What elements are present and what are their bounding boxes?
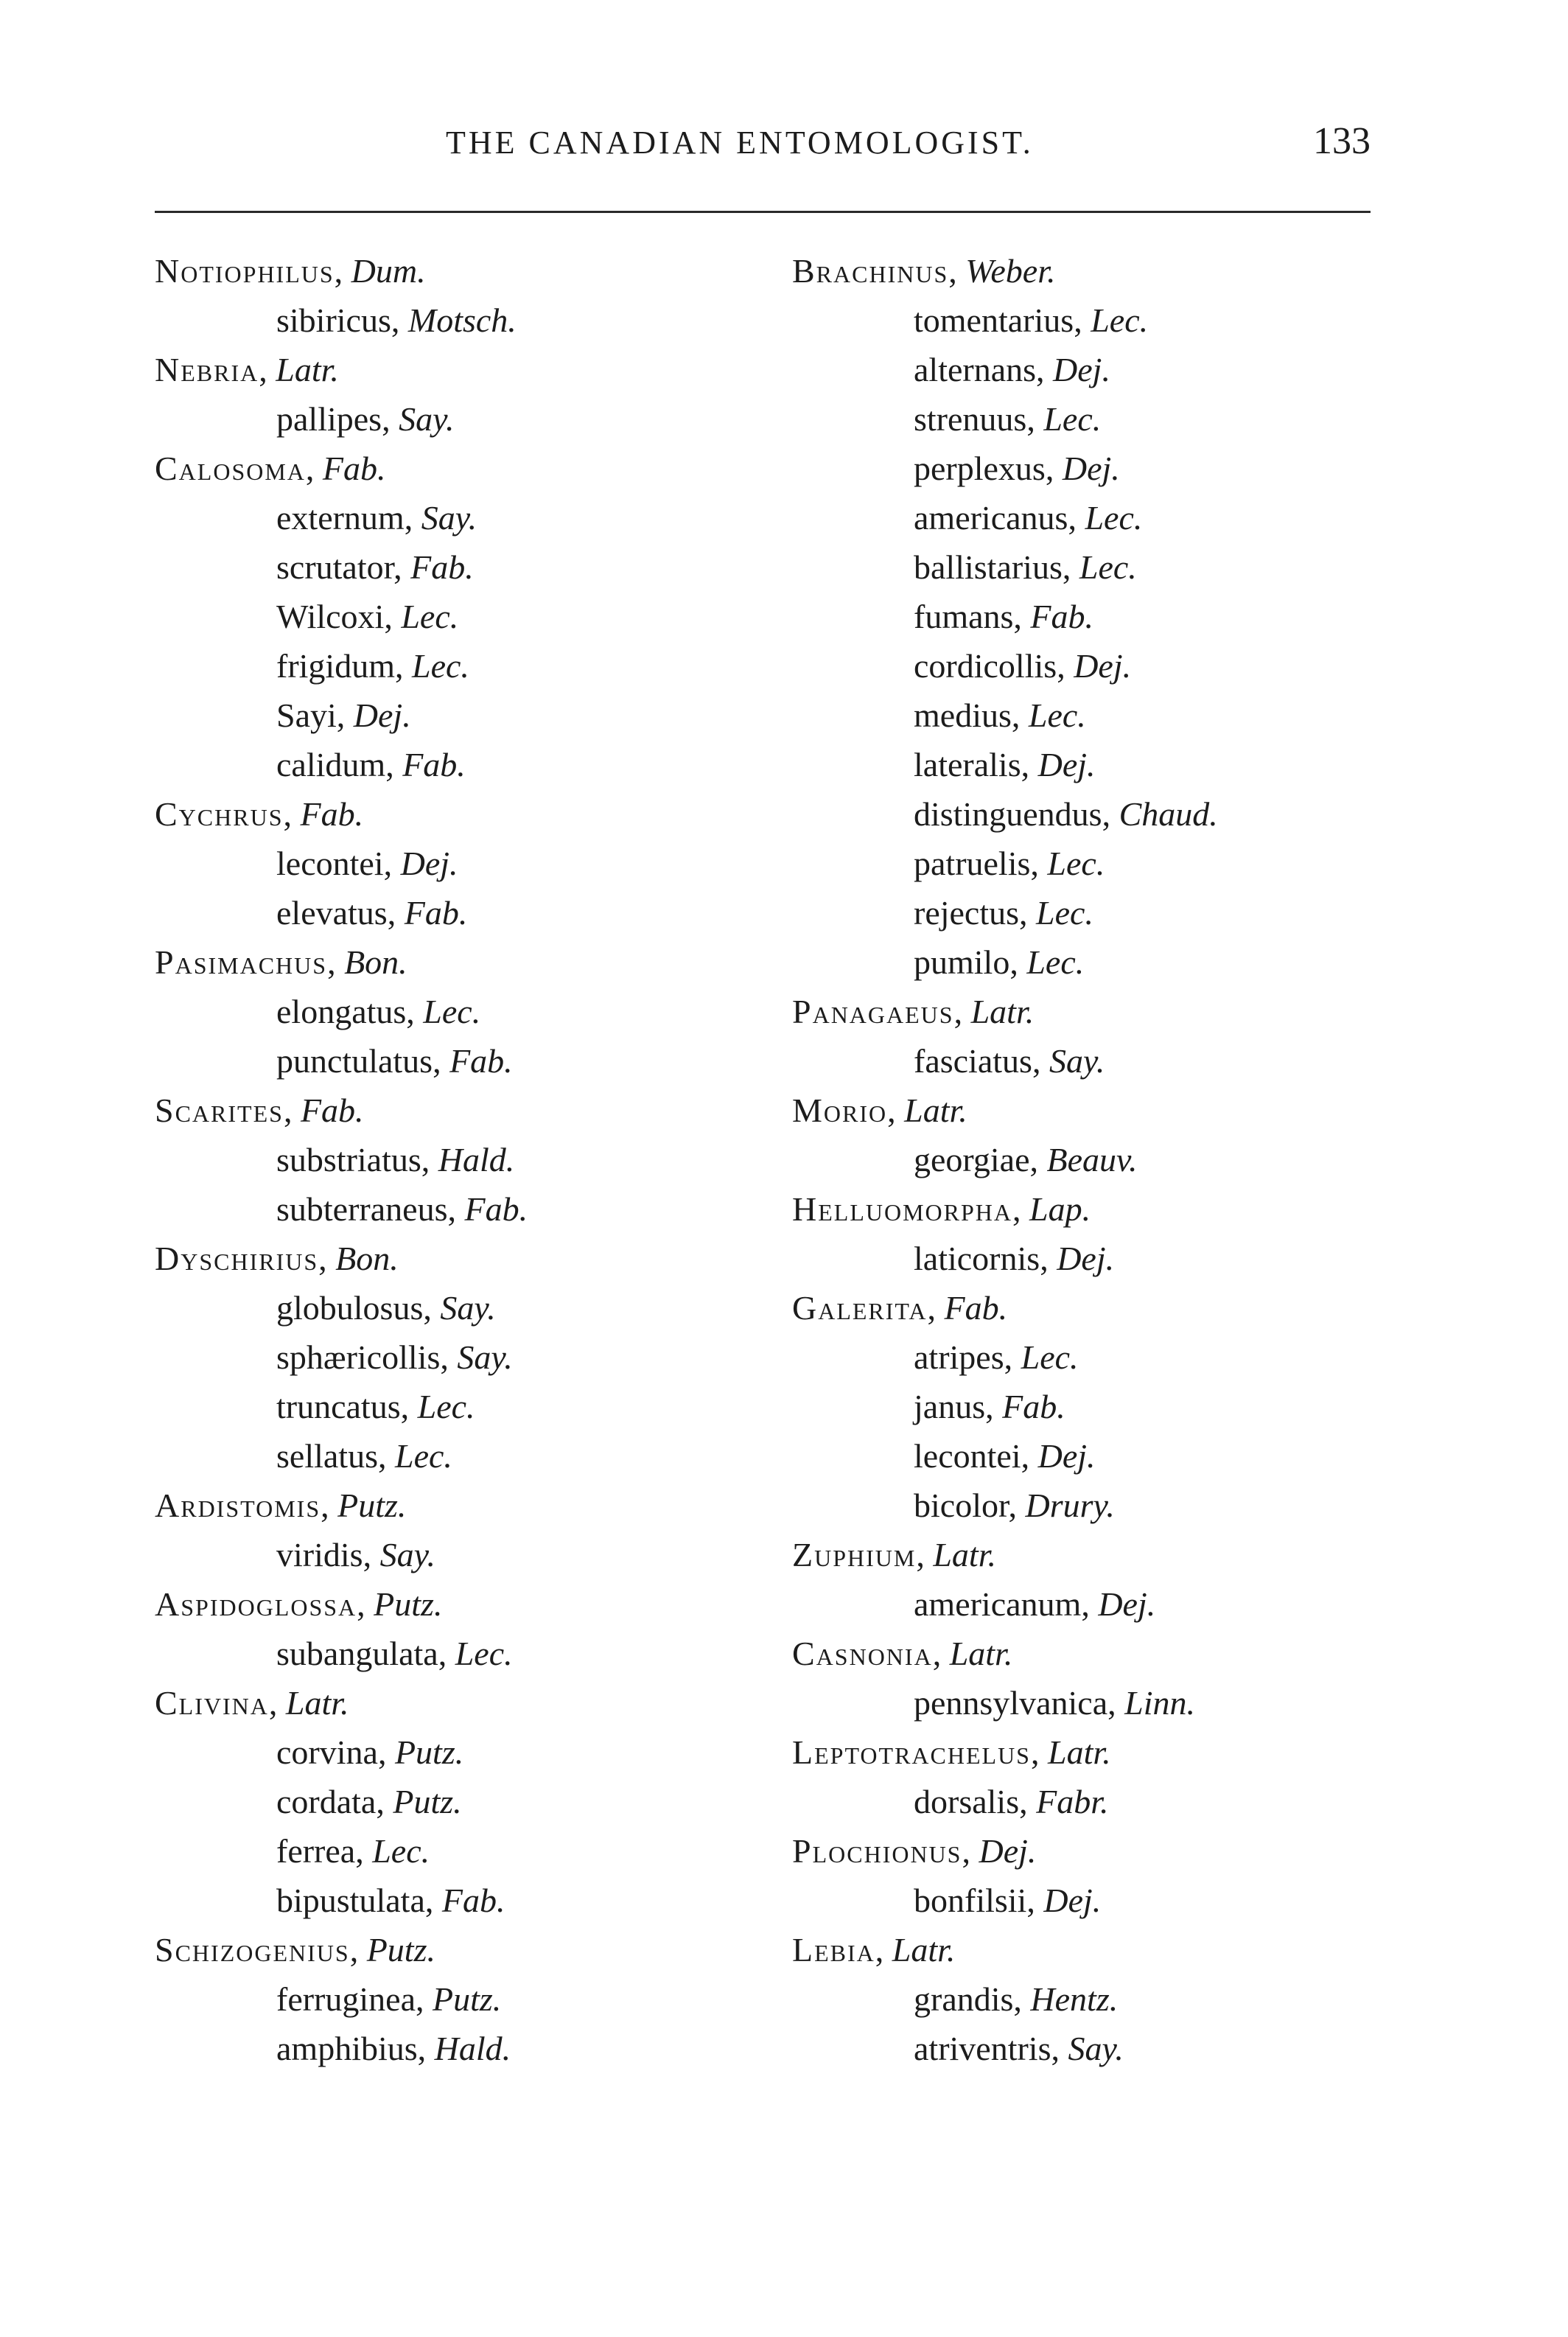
species-entry: atripes, Lec. <box>914 1338 1079 1376</box>
author-abbreviation: Putz. <box>366 1931 435 1969</box>
species-name: scrutator <box>276 548 394 586</box>
species-name: dorsalis <box>914 1783 1020 1820</box>
species-entry: frigidum, Lec. <box>276 647 469 685</box>
species-name: ferruginea <box>276 1980 416 2018</box>
species-entry: elongatus, Lec. <box>276 993 481 1030</box>
species-entry: scrutator, Fab. <box>276 548 474 586</box>
author-abbreviation: Lec. <box>1091 301 1149 339</box>
author-abbreviation: Linn. <box>1124 1684 1196 1722</box>
species-name: laticornis <box>914 1240 1040 1277</box>
genus-name: Lebia <box>792 1931 875 1969</box>
species-name: subangulata <box>276 1635 438 1672</box>
species-entry: americanus, Lec. <box>914 499 1143 537</box>
author-abbreviation: Lec. <box>1036 894 1093 932</box>
author-abbreviation: Latr. <box>1047 1733 1111 1771</box>
species-entry: georgiae, Beauv. <box>914 1141 1138 1178</box>
species-name: cordicollis <box>914 647 1057 685</box>
genus-name: Cychrus <box>155 795 284 833</box>
author-abbreviation: Putz. <box>337 1487 407 1524</box>
species-entry: lateralis, Dej. <box>914 746 1096 783</box>
genus-entry: Pasimachus, Bon. <box>155 943 407 981</box>
genus-name: Notiophilus <box>155 252 335 290</box>
species-entry: medius, Lec. <box>914 696 1086 734</box>
author-abbreviation: Hentz. <box>1030 1980 1119 2018</box>
species-name: sphæricollis <box>276 1338 441 1376</box>
author-abbreviation: Fabr. <box>1036 1783 1109 1820</box>
species-name: patruelis <box>914 845 1031 882</box>
genus-name: Panagaeus <box>792 993 954 1030</box>
species-name: ballistarius <box>914 548 1063 586</box>
genus-name: Dyschirius <box>155 1240 319 1277</box>
species-entry: Wilcoxi, Lec. <box>276 598 459 635</box>
header-rule <box>155 211 1371 213</box>
species-entry: bonfilsii, Dej. <box>914 1882 1102 1919</box>
author-abbreviation: Fab. <box>449 1042 513 1080</box>
author-abbreviation: Fab. <box>410 548 474 586</box>
species-entry: fumans, Fab. <box>914 598 1094 635</box>
author-abbreviation: Beauv. <box>1046 1141 1138 1178</box>
author-abbreviation: Lec. <box>1028 696 1086 734</box>
species-name: grandis <box>914 1980 1014 2018</box>
author-abbreviation: Dej. <box>1053 351 1110 388</box>
author-abbreviation: Drury. <box>1025 1487 1115 1524</box>
species-name: elevatus <box>276 894 388 932</box>
author-abbreviation: Chaud. <box>1119 795 1218 833</box>
species-entry: punctulatus, Fab. <box>276 1042 513 1080</box>
genus-entry: Nebria, Latr. <box>155 351 339 388</box>
genus-entry: Leptotrachelus, Latr. <box>792 1733 1111 1771</box>
genus-entry: Brachinus, Weber. <box>792 252 1056 290</box>
author-abbreviation: Latr. <box>892 1931 956 1969</box>
genus-name: Calosoma <box>155 450 306 487</box>
species-entry: dorsalis, Fabr. <box>914 1783 1109 1820</box>
page-number: 133 <box>1313 120 1371 162</box>
author-abbreviation: Bon. <box>344 943 407 981</box>
species-name: amphibius <box>276 2030 418 2067</box>
author-abbreviation: Fab. <box>944 1289 1008 1327</box>
species-name: distinguendus <box>914 795 1102 833</box>
species-entry: fasciatus, Say. <box>914 1042 1105 1080</box>
running-title: THE CANADIAN ENTOMOLOGIST. <box>446 125 1034 161</box>
genus-name: Nebria <box>155 351 259 388</box>
author-abbreviation: Dej. <box>1062 450 1120 487</box>
author-abbreviation: Lec. <box>1026 943 1085 981</box>
author-abbreviation: Latr. <box>276 351 339 388</box>
author-abbreviation: Latr. <box>970 993 1035 1030</box>
species-entry: subangulata, Lec. <box>276 1635 513 1672</box>
genus-entry: Ardistomis, Putz. <box>155 1487 407 1524</box>
author-abbreviation: Fab. <box>1030 598 1094 635</box>
genus-name: Scarites <box>155 1091 284 1129</box>
species-entry: calidum, Fab. <box>276 746 466 783</box>
genus-entry: Aspidoglossa, Putz. <box>155 1585 443 1623</box>
species-name: calidum <box>276 746 386 783</box>
genus-entry: Helluomorpha, Lap. <box>792 1190 1091 1228</box>
species-entry: tomentarius, Lec. <box>914 301 1149 339</box>
genus-entry: Cychrus, Fab. <box>155 795 364 833</box>
species-entry: atriventris, Say. <box>914 2030 1124 2067</box>
species-entry: ballistarius, Lec. <box>914 548 1137 586</box>
species-entry: cordicollis, Dej. <box>914 647 1132 685</box>
species-name: ferrea <box>276 1832 356 1870</box>
species-entry: pumilo, Lec. <box>914 943 1085 981</box>
genus-entry: Lebia, Latr. <box>792 1931 956 1969</box>
author-abbreviation: Latr. <box>904 1091 967 1129</box>
author-abbreviation: Weber. <box>965 252 1056 290</box>
species-name: pumilo <box>914 943 1010 981</box>
species-name: globulosus <box>276 1289 424 1327</box>
species-entry: elevatus, Fab. <box>276 894 468 932</box>
species-name: strenuus <box>914 400 1027 438</box>
genus-entry: Casnonia, Latr. <box>792 1635 1013 1672</box>
genus-entry: Plochionus, Dej. <box>792 1832 1037 1870</box>
genus-name: Plochionus <box>792 1832 962 1870</box>
species-entry: ferruginea, Putz. <box>276 1980 502 2018</box>
genus-entry: Notiophilus, Dum. <box>155 252 426 290</box>
author-abbreviation: Lec. <box>1021 1338 1079 1376</box>
species-name: subterraneus <box>276 1190 448 1228</box>
genus-entry: Panagaeus, Latr. <box>792 993 1035 1030</box>
species-name: janus <box>914 1388 986 1425</box>
species-entry: subterraneus, Fab. <box>276 1190 528 1228</box>
page-header <box>155 120 1371 175</box>
species-entry: alternans, Dej. <box>914 351 1110 388</box>
author-abbreviation: Lec. <box>423 993 481 1030</box>
author-abbreviation: Bon. <box>335 1240 399 1277</box>
species-name: punctulatus <box>276 1042 433 1080</box>
species-name: rejectus <box>914 894 1020 932</box>
species-name: viridis <box>276 1536 363 1573</box>
species-entry: strenuus, Lec. <box>914 400 1102 438</box>
species-name: elongatus <box>276 993 407 1030</box>
author-abbreviation: Putz. <box>433 1980 502 2018</box>
author-abbreviation: Fab. <box>300 795 364 833</box>
author-abbreviation: Dej. <box>1037 1437 1096 1475</box>
species-entry: globulosus, Say. <box>276 1289 496 1327</box>
species-name: frigidum <box>276 647 395 685</box>
species-entry: truncatus, Lec. <box>276 1388 475 1425</box>
author-abbreviation: Hald. <box>438 1141 515 1178</box>
species-name: Sayi <box>276 696 337 734</box>
genus-name: Schizogenius <box>155 1931 350 1969</box>
author-abbreviation: Putz. <box>374 1585 443 1623</box>
author-abbreviation: Say. <box>421 499 477 537</box>
author-abbreviation: Say. <box>1068 2030 1124 2067</box>
author-abbreviation: Say. <box>1049 1042 1105 1080</box>
author-abbreviation: Fab. <box>464 1190 528 1228</box>
genus-entry: Morio, Latr. <box>792 1091 967 1129</box>
genus-entry: Galerita, Fab. <box>792 1289 1008 1327</box>
genus-name: Ardistomis <box>155 1487 321 1524</box>
genus-name: Casnonia <box>792 1635 933 1672</box>
species-entry: distinguendus, Chaud. <box>914 795 1218 833</box>
author-abbreviation: Dum. <box>351 252 426 290</box>
genus-name: Clivina <box>155 1684 269 1722</box>
genus-entry: Zuphium, Latr. <box>792 1536 997 1573</box>
species-entry: substriatus, Hald. <box>276 1141 515 1178</box>
species-name: alternans <box>914 351 1037 388</box>
author-abbreviation: Dej. <box>1057 1240 1115 1277</box>
species-entry: ferrea, Lec. <box>276 1832 430 1870</box>
species-name: lecontei <box>914 1437 1021 1475</box>
right-column <box>792 246 1367 2073</box>
genus-entry: Dyschirius, Bon. <box>155 1240 399 1277</box>
author-abbreviation: Dej. <box>979 1832 1037 1870</box>
species-entry: corvina, Putz. <box>276 1733 464 1771</box>
author-abbreviation: Putz. <box>394 1733 464 1771</box>
species-name: bipustulata <box>276 1882 425 1919</box>
species-entry: sellatus, Lec. <box>276 1437 452 1475</box>
author-abbreviation: Motsch. <box>407 301 517 339</box>
species-entry: sphæricollis, Say. <box>276 1338 513 1376</box>
author-abbreviation: Say. <box>379 1536 435 1573</box>
species-name: truncatus <box>276 1388 401 1425</box>
author-abbreviation: Dej. <box>353 696 411 734</box>
species-entry: janus, Fab. <box>914 1388 1065 1425</box>
author-abbreviation: Fab. <box>300 1091 364 1129</box>
species-name: sellatus <box>276 1437 378 1475</box>
author-abbreviation: Dej. <box>400 845 458 882</box>
author-abbreviation: Latr. <box>949 1635 1013 1672</box>
species-entry: bicolor, Drury. <box>914 1487 1115 1524</box>
species-name: sibiricus <box>276 301 391 339</box>
author-abbreviation: Say. <box>399 400 455 438</box>
author-abbreviation: Lec. <box>455 1635 513 1672</box>
species-entry: Sayi, Dej. <box>276 696 411 734</box>
author-abbreviation: Fab. <box>404 894 468 932</box>
genus-name: Aspidoglossa <box>155 1585 357 1623</box>
species-entry: patruelis, Lec. <box>914 845 1105 882</box>
genus-entry: Schizogenius, Putz. <box>155 1931 435 1969</box>
author-abbreviation: Fab. <box>402 746 466 783</box>
species-entry: pennsylvanica, Linn. <box>914 1684 1196 1722</box>
species-name: atriventris <box>914 2030 1051 2067</box>
genus-name: Zuphium <box>792 1536 917 1573</box>
species-entry: lecontei, Dej. <box>914 1437 1096 1475</box>
author-abbreviation: Lec. <box>401 598 459 635</box>
species-entry: viridis, Say. <box>276 1536 435 1573</box>
species-name: medius <box>914 696 1012 734</box>
author-abbreviation: Hald. <box>434 2030 511 2067</box>
species-name: bicolor <box>914 1487 1009 1524</box>
species-entry: cordata, Putz. <box>276 1783 462 1820</box>
author-abbreviation: Putz. <box>393 1783 462 1820</box>
author-abbreviation: Dej. <box>1098 1585 1156 1623</box>
author-abbreviation: Lec. <box>1043 400 1102 438</box>
species-name: americanum <box>914 1585 1082 1623</box>
genus-entry: Calosoma, Fab. <box>155 450 386 487</box>
species-entry: amphibius, Hald. <box>276 2030 511 2067</box>
author-abbreviation: Dej. <box>1037 746 1096 783</box>
author-abbreviation: Say. <box>440 1289 496 1327</box>
left-column <box>155 246 729 2073</box>
species-entry: sibiricus, Motsch. <box>276 301 517 339</box>
genus-name: Galerita <box>792 1289 928 1327</box>
species-name: atripes <box>914 1338 1004 1376</box>
author-abbreviation: Lec. <box>1047 845 1105 882</box>
genus-name: Leptotrachelus <box>792 1733 1031 1771</box>
author-abbreviation: Fab. <box>1002 1388 1065 1425</box>
species-name: lateralis <box>914 746 1021 783</box>
genus-name: Pasimachus <box>155 943 328 981</box>
author-abbreviation: Latr. <box>285 1684 349 1722</box>
author-abbreviation: Lec. <box>394 1437 452 1475</box>
author-abbreviation: Fab. <box>322 450 386 487</box>
author-abbreviation: Lec. <box>411 647 469 685</box>
genus-entry: Scarites, Fab. <box>155 1091 364 1129</box>
species-entry: rejectus, Lec. <box>914 894 1093 932</box>
genus-name: Brachinus <box>792 252 949 290</box>
species-entry: laticornis, Dej. <box>914 1240 1115 1277</box>
species-name: perplexus <box>914 450 1046 487</box>
author-abbreviation: Latr. <box>933 1536 997 1573</box>
author-abbreviation: Fab. <box>441 1882 505 1919</box>
author-abbreviation: Say. <box>457 1338 513 1376</box>
author-abbreviation: Lec. <box>372 1832 430 1870</box>
species-entry: lecontei, Dej. <box>276 845 458 882</box>
species-name: tomentarius <box>914 301 1074 339</box>
author-abbreviation: Lec. <box>417 1388 475 1425</box>
author-abbreviation: Lec. <box>1079 548 1137 586</box>
species-name: georgiae <box>914 1141 1030 1178</box>
species-name: corvina <box>276 1733 378 1771</box>
species-name: fumans <box>914 598 1014 635</box>
author-abbreviation: Dej. <box>1043 1882 1102 1919</box>
author-abbreviation: Lec. <box>1085 499 1143 537</box>
species-name: Wilcoxi <box>276 598 385 635</box>
species-name: cordata <box>276 1783 377 1820</box>
species-entry: americanum, Dej. <box>914 1585 1156 1623</box>
species-name: substriatus <box>276 1141 421 1178</box>
genus-name: Morio <box>792 1091 888 1129</box>
species-entry: pallipes, Say. <box>276 400 455 438</box>
species-name: bonfilsii <box>914 1882 1027 1919</box>
species-name: pallipes <box>276 400 382 438</box>
species-entry: externum, Say. <box>276 499 477 537</box>
genus-name: Helluomorpha <box>792 1190 1013 1228</box>
species-name: pennsylvanica <box>914 1684 1108 1722</box>
genus-entry: Clivina, Latr. <box>155 1684 349 1722</box>
species-name: americanus <box>914 499 1068 537</box>
author-abbreviation: Dej. <box>1074 647 1132 685</box>
species-name: externum <box>276 499 405 537</box>
species-name: lecontei <box>276 845 384 882</box>
species-name: fasciatus <box>914 1042 1032 1080</box>
species-entry: grandis, Hentz. <box>914 1980 1119 2018</box>
species-entry: perplexus, Dej. <box>914 450 1120 487</box>
species-entry: bipustulata, Fab. <box>276 1882 505 1919</box>
author-abbreviation: Lap. <box>1029 1190 1091 1228</box>
